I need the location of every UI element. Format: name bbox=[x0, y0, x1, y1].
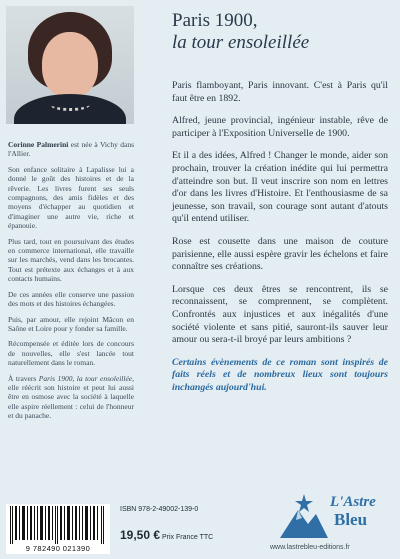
synopsis bbox=[172, 80, 388, 404]
author-name: Corinne Palmerini bbox=[8, 140, 69, 149]
synopsis-paragraph: Et il a des idées, Alfred ! Changer le monde, aider son prochain, trouver la création inédite qui lui permettra d'atteindre son but. Il veut inscrire son nom en lettres d'or dans les livres d'Histoire. Et l'enthousiasme de sa jeunesse, son travail, son courage sont autant d'atouts qu'il entend utiliser. bbox=[172, 150, 388, 225]
publisher-name-line-2: Bleu bbox=[334, 510, 368, 529]
barcode-bars-icon bbox=[8, 506, 108, 544]
bio-intro: Corinne Palmerini est née à Vichy dans l'Allier. bbox=[8, 140, 134, 159]
bio-paragraph: De ces années elle conserve une passion des mots et des histoires échangées. bbox=[8, 289, 134, 309]
mountain-star-icon bbox=[278, 488, 330, 540]
book-title-mention: Paris 1900, la tour ensoleillée bbox=[38, 373, 133, 383]
bio-paragraph: Récompensée et éditée lors de concours de nouvelles, elle s'est lancée tout naturellement dans le roman. bbox=[8, 339, 134, 368]
bio-paragraph: Plus tard, tout en poursuivant des études en commerce international, elle travaille sur les marchés, vend dans les brocantes. Tout est prétexte aux échanges et à aux contacts humains. bbox=[8, 236, 134, 284]
synopsis-paragraph: Lorsque ces deux êtres se rencontrent, ils se reconnaissent, se comprennent, se complètent. Confrontés aux injustices et aux inégalités d'une société violente et sans pitié, sauront-ils sauver leur amour ou sera-t-il broyé par leurs ambitions ? bbox=[172, 283, 388, 346]
barcode bbox=[6, 504, 110, 554]
publisher-logo bbox=[278, 488, 394, 546]
title-line-1: Paris 1900, bbox=[172, 10, 258, 31]
price-suffix: Prix France TTC bbox=[160, 534, 214, 541]
price-value: 19,50 € bbox=[120, 528, 161, 542]
price bbox=[120, 528, 213, 542]
publisher-name-line-1: L'Astre bbox=[330, 494, 376, 510]
isbn-block bbox=[6, 504, 214, 554]
author-photo bbox=[6, 6, 134, 124]
publisher-website[interactable]: www.lastrebleu-editions.fr bbox=[270, 544, 350, 551]
closing-note: Certains évènements de ce roman sont inspirés de faits réels et de nombreux lieux sont toujours inchangés aujourd'hui. bbox=[172, 356, 388, 393]
bio-paragraph-last: À travers Paris 1900, la tour ensoleillée, elle réécrit son histoire et peut lui aussi être en osmose avec la société à laquelle elle aspire réellement : celui de l'honneur et du panache. bbox=[8, 373, 134, 421]
synopsis-paragraph: Rose est cousette dans une maison de couture parisienne, elle aussi espère gravir les échelons et faire connaître ses créations. bbox=[172, 235, 388, 273]
title-line-2: la tour ensoleillée bbox=[172, 32, 310, 53]
isbn-number: ISBN 978-2-49002-139-0 bbox=[120, 506, 199, 513]
synopsis-paragraph: Alfred, jeune provincial, ingénieur instable, rêve de participer à l'Exposition Universelle de 1900. bbox=[172, 115, 388, 139]
author-bio bbox=[8, 140, 134, 427]
bio-paragraph: Puis, par amour, elle rejoint Mâcon en Saône et Loire pour y fonder sa famille. bbox=[8, 314, 134, 333]
book-title bbox=[172, 10, 392, 54]
barcode-digits: 9 782490 021390 bbox=[6, 544, 110, 553]
bio-paragraph: Son enfance solitaire à Lapalisse lui a donné le goût des histoires et de la rêverie. Les livres furent ses seuls compagnons, des amis fidèles et des moyens d'échapper au quotidien et d'imaginer une autre vie, riche et épanouie. bbox=[8, 164, 134, 231]
synopsis-paragraph: Paris flamboyant, Paris innovant. C'est à Paris qu'il faut être en 1892. bbox=[172, 80, 388, 104]
